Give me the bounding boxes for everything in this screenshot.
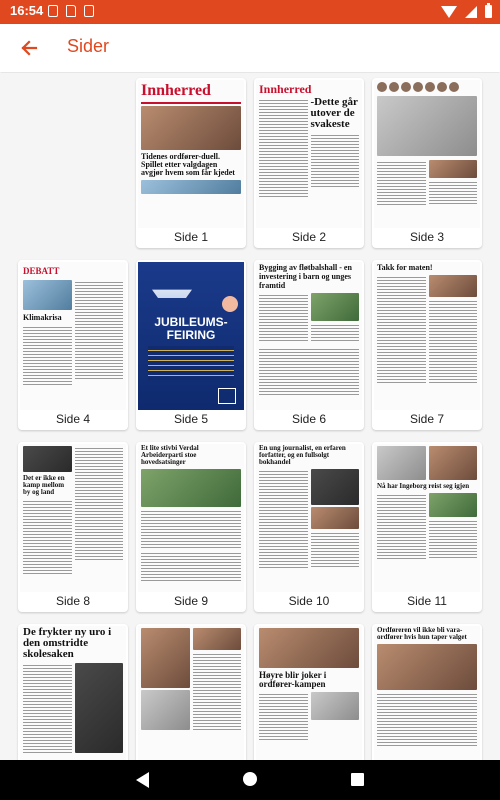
page-thumbnail-10[interactable] [254, 442, 364, 612]
navigation-bar [0, 760, 500, 800]
page-preview [20, 626, 126, 774]
status-icons-left [48, 5, 94, 17]
headline: Takk for maten! [377, 263, 433, 272]
page-preview [374, 80, 480, 228]
portrait-circle [222, 296, 238, 312]
portrait-photo [259, 628, 359, 668]
ad-title: JUBILEUMS-FEIRING [154, 315, 228, 342]
page-preview [256, 626, 362, 774]
headline: -Dette går utover de svakeste [310, 96, 358, 130]
wifi-icon [441, 6, 457, 18]
grid-spacer [18, 78, 128, 248]
ad-text [148, 346, 234, 380]
page-thumbnail-4[interactable] [18, 260, 128, 430]
room-photo [377, 96, 477, 156]
signal-icon [465, 6, 477, 18]
page-thumbnail-8[interactable] [18, 442, 128, 612]
ad-logo [218, 388, 236, 404]
page-label: Side 4 [55, 412, 91, 426]
pages-grid [18, 78, 482, 794]
battery-icon [485, 5, 492, 18]
sim-card-icon [48, 5, 58, 17]
page-thumbnail-7[interactable] [372, 260, 482, 430]
sd-card-icon [84, 5, 94, 17]
page-thumbnail-5[interactable] [136, 260, 246, 430]
page-label: Side 1 [173, 230, 209, 244]
page-thumbnail-11[interactable] [372, 442, 482, 612]
meeting-photo [377, 644, 477, 690]
page-label: Side 3 [409, 230, 445, 244]
status-bar [0, 0, 500, 24]
page-label: Side 7 [409, 412, 445, 426]
arrow-back-icon [14, 34, 44, 62]
page-label: Side 10 [288, 594, 330, 608]
nav-home-icon[interactable] [243, 772, 257, 786]
page-preview [374, 262, 480, 410]
page-thumbnail-2[interactable] [254, 78, 364, 248]
page-label: Side 5 [173, 412, 209, 426]
page-label: Side 6 [291, 412, 327, 426]
front-photo [141, 106, 241, 150]
page-label: Side 11 [407, 594, 447, 608]
page-label: Side 2 [291, 230, 327, 244]
masthead: Innherred [141, 82, 211, 99]
status-time: 16:54 [10, 3, 44, 18]
headline: Bygging av fløtbalshall - en investering i barn og unges framtid [259, 263, 352, 290]
page-preview [256, 80, 362, 228]
page-label: Side 8 [55, 594, 91, 608]
page-preview [138, 444, 244, 592]
headline: Det er ikke en kamp mellom by og land [23, 474, 65, 496]
page-preview [138, 626, 244, 774]
front-headline: Tidenes ordfører-duell. Spillet etter valgdagen avgjør hvem som får kjedet [141, 152, 235, 177]
house-photo [141, 469, 241, 507]
page-preview [374, 444, 480, 592]
headline: Nå har Ingeborg reist seg igjen [377, 482, 470, 490]
page-thumbnail-3[interactable] [372, 78, 482, 248]
columns [256, 96, 362, 200]
headline: Høyre blir joker i ordfører-kampen [259, 670, 327, 689]
page-thumbnail-9[interactable] [136, 442, 246, 612]
portrait-row [374, 80, 480, 94]
page-preview [138, 80, 244, 228]
headline: Et lite stivbi Verdal Arbeiderparti stoe hovedsatsinger [141, 444, 199, 466]
advertisement [138, 262, 244, 410]
headline: Ordføreren vil ikke bli vara-ordfører hvis hun taper valget [377, 626, 467, 641]
page-preview [374, 626, 480, 774]
back-button[interactable] [14, 34, 44, 62]
app-bar [0, 24, 500, 72]
ship-graphic [152, 270, 192, 298]
card-icon [66, 5, 76, 17]
page-title: Sider [67, 36, 110, 56]
page-thumbnail-1[interactable] [136, 78, 246, 248]
page-preview [138, 262, 244, 410]
headline: Klimakrisa [23, 313, 62, 322]
section-title: DEBATT [23, 266, 60, 276]
page-preview [256, 262, 362, 410]
headline: De frykter ny uro i den omstridte skolesaken [23, 626, 112, 660]
pages-grid-container[interactable] [0, 73, 500, 760]
nav-back-icon[interactable] [136, 772, 149, 788]
nav-recents-icon[interactable] [351, 773, 364, 786]
divider [141, 102, 241, 104]
masthead: Innherred [259, 82, 312, 96]
page-thumbnail-6[interactable] [254, 260, 364, 430]
status-icons-right [441, 5, 492, 18]
page-preview [256, 444, 362, 592]
page-preview [20, 444, 126, 592]
headline: En ung journalist, en erfaren forfatter, og en fullsolgt bokhandel [259, 444, 346, 466]
page-preview [20, 262, 126, 410]
ad-strip [141, 180, 241, 194]
page-label: Side 9 [173, 594, 209, 608]
